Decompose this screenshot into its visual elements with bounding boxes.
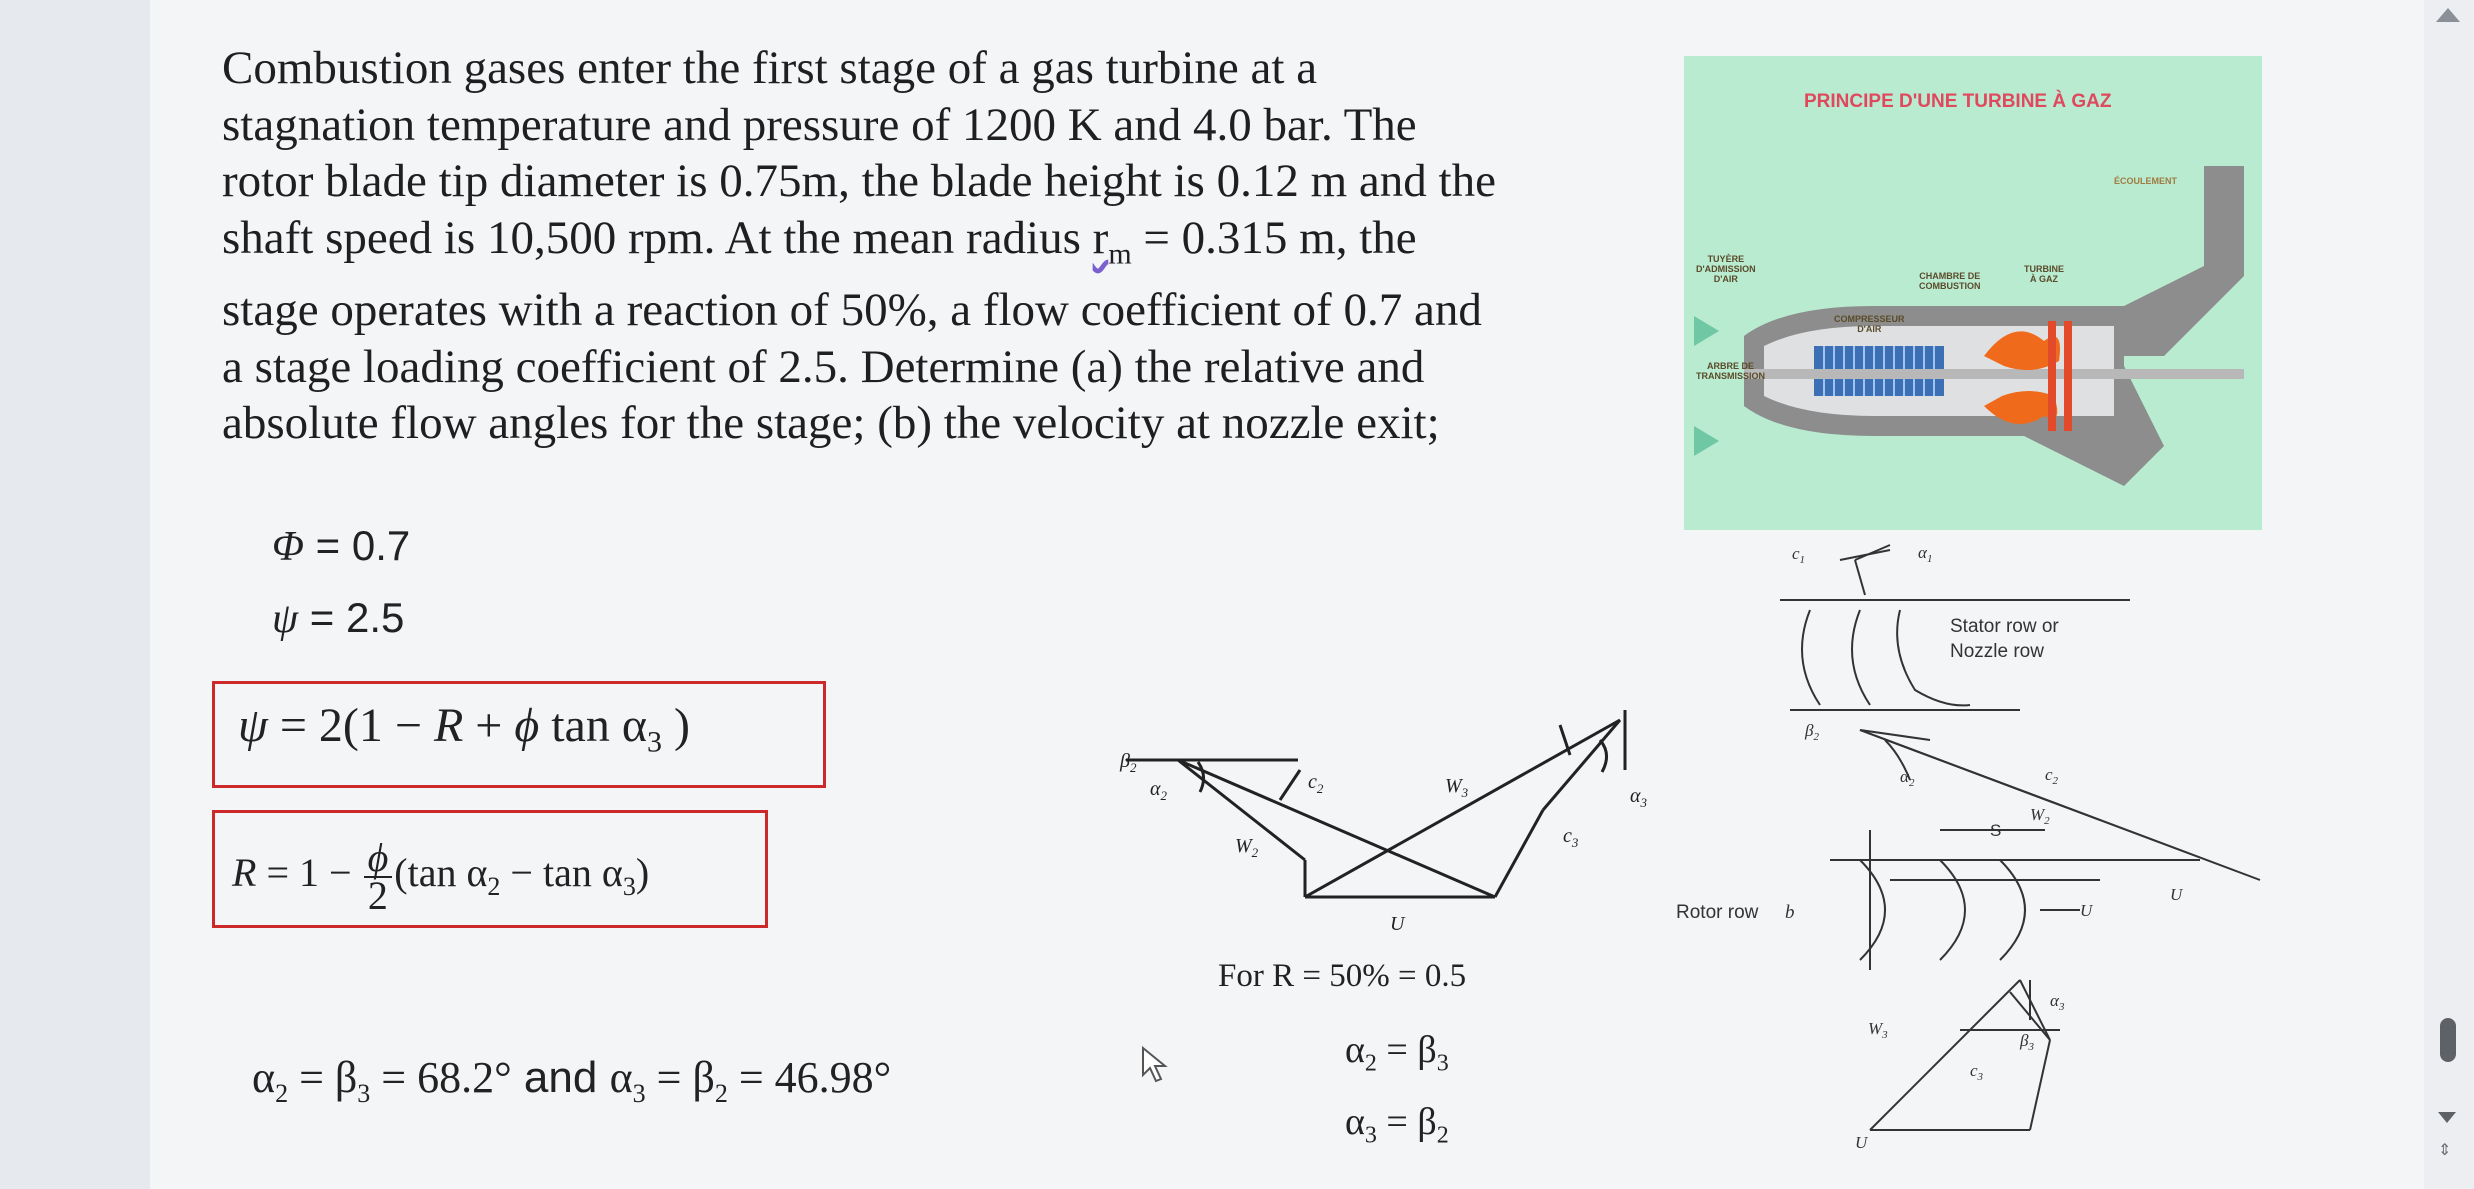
mouse-cursor-icon bbox=[1140, 1045, 1170, 1085]
right-w2-label: $W_2$ bbox=[2030, 805, 2050, 827]
label-turbine: TURBINE À GAZ bbox=[2024, 264, 2064, 284]
label-compresseur: COMPRESSEUR D'AIR bbox=[1834, 314, 1905, 334]
right-c2-label: $c_2$ bbox=[2045, 765, 2059, 787]
scroll-up-icon[interactable] bbox=[2436, 8, 2460, 22]
formula-loading: ψ = 2(1 − R + ϕ $\tan \alpha_3$ ) bbox=[238, 699, 690, 759]
right-u-bottom-label: U bbox=[1855, 1133, 1868, 1152]
scrollbar-thumb[interactable] bbox=[2440, 1018, 2456, 1062]
c1-label: $c_1$ bbox=[1792, 544, 1806, 566]
c3-label: $c_3$ bbox=[1563, 825, 1579, 850]
turbine-drawing bbox=[1684, 56, 2262, 530]
w3-label: $W_3$ bbox=[1445, 775, 1469, 800]
rotor-row-label: Rotor row bbox=[1676, 902, 1759, 923]
eq-alpha2-beta3: $\alpha_2 = \beta_3$ bbox=[1345, 1029, 1449, 1077]
alpha2-label: $\alpha_2$ bbox=[1150, 778, 1167, 803]
label-ecoulement: ÉCOULEMENT bbox=[2114, 176, 2177, 186]
vertical-scrollbar[interactable] bbox=[2424, 0, 2474, 1189]
velocity-triangle-diagram bbox=[1090, 700, 1670, 940]
right-alpha2-label: $\alpha_2$ bbox=[1900, 767, 1915, 789]
fraction: $\frac{\phi}{2}$ bbox=[364, 840, 393, 914]
problem-line-2: stagnation temperature and pressure of 1200 K and 4.0 bar. The bbox=[222, 98, 1417, 151]
right-u-right-label: U bbox=[2170, 885, 2183, 904]
phi-given: Φ = 0.7 bbox=[272, 522, 411, 570]
c2-label: $c_2$ bbox=[1308, 771, 1324, 796]
formula-reaction: R = 1 − $\frac{\phi}{2}$ (tan $\alpha_2 - \tan \alpha_3$) bbox=[232, 835, 650, 918]
blade-row-diagram bbox=[1676, 540, 2320, 1152]
for-r-statement: For R = 50% = 0.5 bbox=[1218, 958, 1467, 994]
stator-row-label: Stator row or Nozzle row bbox=[1950, 616, 2059, 662]
beta2-label: $\beta_2$ bbox=[1120, 750, 1137, 775]
right-u-top-label: U bbox=[2080, 901, 2093, 920]
problem-statement bbox=[222, 40, 1682, 452]
label-tuyere: TUYÈRE D'ADMISSION D'AIR bbox=[1696, 254, 1756, 284]
label-chambre: CHAMBRE DE COMBUSTION bbox=[1919, 271, 1981, 291]
s-label: S bbox=[1990, 821, 2002, 840]
problem-line-5: stage operates with a reaction of 50%, a flow coefficient of 0.7 and bbox=[222, 284, 1482, 337]
scroll-down-icon[interactable] bbox=[2438, 1112, 2456, 1123]
fit-page-icon[interactable]: ⇕ bbox=[2438, 1142, 2452, 1159]
right-c3-label: $c_3$ bbox=[1970, 1061, 1984, 1083]
right-alpha3-label: $\alpha_3$ bbox=[2050, 991, 2065, 1013]
result-angles: $\alpha_2 = \beta_3 = 68.2^\circ$ and $\alpha_3 = \beta_2 = 46.98^\circ$ bbox=[252, 1053, 892, 1108]
right-w3-label: $W_3$ bbox=[1868, 1019, 1888, 1041]
turbine-illustration bbox=[1684, 56, 2262, 530]
problem-line-4: shaft speed is 10,500 rpm. At the mean radius $r_m = 0.315$ m, the bbox=[222, 211, 1417, 270]
problem-line-1: Combustion gases enter the first stage of a gas turbine at a bbox=[222, 42, 1318, 94]
problem-line-6: a stage loading coefficient of 2.5. Determine (a) the relative and bbox=[222, 340, 1425, 393]
right-beta3-label: $\beta_3$ bbox=[2020, 1031, 2034, 1053]
u-label: U bbox=[1390, 913, 1405, 935]
psi-given: ψ = 2.5 bbox=[272, 594, 405, 642]
right-beta2-label: $\beta_2$ bbox=[1805, 721, 1819, 743]
w2-label: $W_2$ bbox=[1235, 835, 1259, 860]
alpha3-label: $\alpha_3$ bbox=[1630, 785, 1647, 810]
problem-line-3: rotor blade tip diameter is 0.75m, the blade height is 0.12 m and the bbox=[222, 155, 1496, 207]
eq-alpha3-beta2: $\alpha_3 = \beta_2$ bbox=[1345, 1101, 1449, 1149]
turbine-title: PRINCIPE D'UNE TURBINE À GAZ bbox=[1804, 91, 2112, 112]
label-arbre: ARBRE DE TRANSMISSION bbox=[1696, 361, 1766, 381]
rm-symbol: $r_m$ bbox=[1092, 211, 1132, 270]
problem-line-7: absolute flow angles for the stage; (b) the velocity at nozzle exit; bbox=[222, 397, 1440, 450]
b-label: b bbox=[1785, 902, 1795, 923]
alpha1-label: $\alpha_1$ bbox=[1918, 543, 1933, 565]
